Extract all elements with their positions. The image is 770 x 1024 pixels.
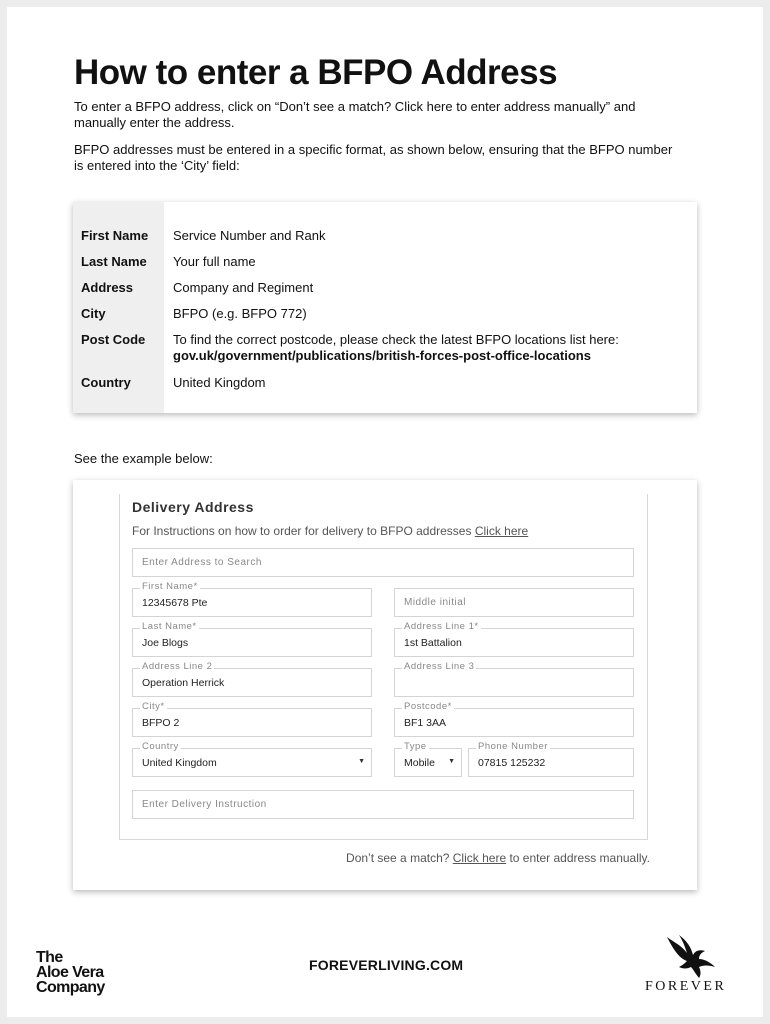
field-label: Postcode* [404, 701, 452, 712]
row-value: Company and Regiment [173, 280, 314, 295]
field-value: Mobile [404, 757, 435, 769]
field-value: BFPO 2 [142, 717, 180, 729]
dropdown-arrow-icon: ▼ [358, 758, 365, 765]
instructions-link[interactable]: Click here [474, 524, 529, 538]
row-value: United Kingdom [173, 375, 266, 390]
first-name-field[interactable] [132, 581, 372, 617]
field-label: Last Name* [142, 621, 197, 632]
form-subtitle [132, 524, 528, 538]
forever-brand: FOREVER [645, 979, 727, 994]
country-select[interactable] [132, 741, 372, 777]
row-label: City [81, 306, 106, 321]
address-line-2-field[interactable] [132, 661, 372, 697]
field-label: Address Line 3 [404, 661, 475, 672]
address-line-3-field[interactable] [394, 661, 634, 697]
row-label: Post Code [81, 332, 146, 347]
field-label: Phone Number [478, 741, 548, 752]
field-value: United Kingdom [142, 757, 217, 769]
field-label: First Name* [142, 581, 198, 592]
eagle-icon [665, 933, 717, 979]
postcode-field[interactable] [394, 701, 634, 737]
row-value: Your full name [173, 254, 256, 269]
placeholder: Middle initial [404, 597, 467, 608]
phone-type-select[interactable] [394, 741, 462, 777]
placeholder: Enter Delivery Instruction [142, 799, 267, 810]
bfpo-locations-link[interactable]: gov.uk/government/publications/british-forces-post-office-locations [173, 348, 591, 363]
row-value: Service Number and Rank [173, 228, 326, 243]
field-value: 1st Battalion [404, 637, 462, 649]
phone-number-field[interactable] [468, 741, 634, 777]
field-value: BF1 3AA [404, 717, 447, 729]
field-value: Operation Herrick [142, 677, 225, 689]
no-match-prefix: Don’t see a match? [346, 851, 450, 865]
row-value [173, 332, 683, 364]
last-name-field[interactable] [132, 621, 372, 657]
page-title: How to enter a BFPO Address [74, 53, 558, 92]
form-title: Delivery Address [132, 499, 254, 515]
field-value: 12345678 Pte [142, 597, 208, 609]
field-value: 07815 125232 [478, 757, 546, 769]
format-note: BFPO addresses must be entered in a specific format, as shown below, ensuring that the BFPO number is entered into the ‘City’ field: [74, 142, 673, 173]
page [7, 7, 763, 1017]
address-line-1-field[interactable] [394, 621, 634, 657]
field-label: Type [404, 741, 427, 752]
aloe-vera-company-logo [36, 950, 105, 995]
field-label: Address Line 1* [404, 621, 479, 632]
see-example-text: See the example below: [74, 451, 213, 466]
no-match-suffix: to enter address manually. [509, 851, 650, 865]
postcode-instruction: To find the correct postcode, please check the latest BFPO locations list here: [173, 332, 619, 347]
form-subtitle-text: For Instructions on how to order for delivery to BFPO addresses [132, 524, 472, 538]
city-field[interactable] [132, 701, 372, 737]
placeholder: Enter Address to Search [142, 557, 262, 568]
field-label: City* [142, 701, 165, 712]
row-label: First Name [81, 228, 149, 243]
website-text: FOREVERLIVING.COM [309, 957, 464, 973]
delivery-instruction-input[interactable] [132, 790, 634, 819]
field-label: Address Line 2 [142, 661, 213, 672]
format-table [73, 202, 697, 413]
field-value: Joe Blogs [142, 637, 189, 649]
intro-text: To enter a BFPO address, click on “Don’t see a match? Click here to enter address manually” and manually enter the address. [74, 99, 636, 130]
logo-line: Company [36, 979, 105, 996]
row-value: BFPO (e.g. BFPO 772) [173, 306, 307, 321]
example-screenshot [73, 480, 697, 890]
address-search-input[interactable] [132, 548, 634, 577]
logo-line: The [36, 949, 63, 966]
row-label: Address [81, 280, 134, 295]
middle-initial-field[interactable] [394, 588, 634, 617]
no-match-note [330, 852, 650, 865]
row-label: Last Name [81, 254, 147, 269]
field-label: Country [142, 741, 179, 752]
dropdown-arrow-icon: ▼ [448, 758, 455, 765]
logo-line: Aloe Vera [36, 964, 104, 981]
row-label: Country [81, 375, 131, 390]
manual-entry-link[interactable]: Click here [452, 851, 507, 865]
